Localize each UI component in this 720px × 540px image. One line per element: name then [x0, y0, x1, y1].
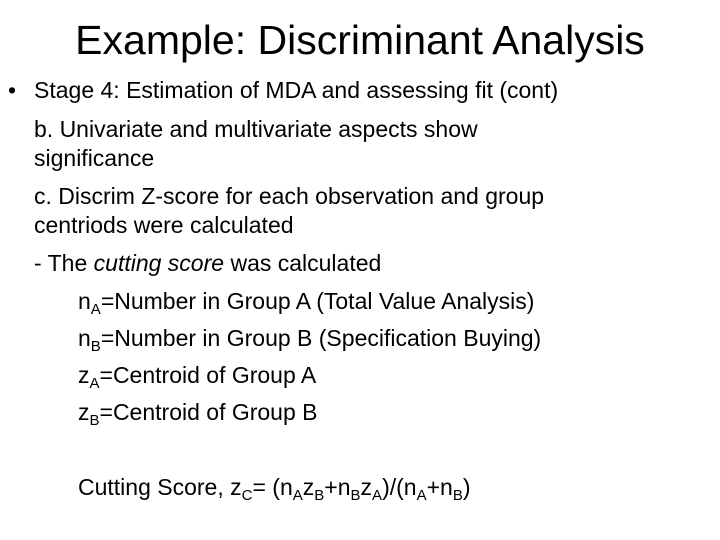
var-z: z: [78, 362, 90, 388]
subscript-a: A: [89, 375, 100, 392]
item-b-line2: significance: [34, 145, 155, 171]
cutting-prefix: - The: [34, 250, 94, 276]
definition-text: =Centroid of Group B: [99, 399, 318, 425]
formula-sub: B: [314, 487, 325, 504]
formula-label: Cutting Score, z: [78, 474, 242, 500]
formula-part: = (n: [252, 474, 293, 500]
stage-line: Stage 4: Estimation of MDA and assessing fit (cont): [34, 77, 559, 103]
definition-nb: [78, 325, 542, 355]
item-c-line1: c. Discrim Z-score for each observation and group: [34, 183, 545, 209]
formula-part: +n: [426, 474, 453, 500]
item-b-line1: b. Univariate and multivariate aspects show: [34, 116, 478, 142]
cutting-score-formula: [78, 474, 471, 504]
subscript-b: B: [89, 412, 100, 429]
formula-sub: B: [452, 487, 463, 504]
var-z: z: [78, 399, 90, 425]
formula-part: ): [462, 474, 471, 500]
formula-part: z: [302, 474, 315, 500]
formula-sub: B: [350, 487, 361, 504]
formula-part: +n: [324, 474, 351, 500]
subscript-c: C: [241, 487, 253, 504]
formula-part: )/(n: [382, 474, 417, 500]
definition-text: =Number in Group A (Total Value Analysis): [100, 288, 535, 314]
subscript-a: A: [90, 301, 101, 318]
definition-text: =Centroid of Group A: [99, 362, 317, 388]
definition-zb: [78, 399, 318, 429]
var-n: n: [78, 288, 91, 314]
cutting-score-line: [34, 250, 381, 276]
subscript-b: B: [90, 338, 101, 355]
formula-sub: A: [372, 487, 383, 504]
formula-sub: A: [416, 487, 427, 504]
bullet-marker: •: [8, 77, 17, 103]
definition-za: [78, 362, 317, 392]
cutting-suffix: was calculated: [224, 250, 382, 276]
definition-na: [78, 288, 535, 318]
slide-title: Example: Discriminant Analysis: [75, 17, 645, 63]
var-n: n: [78, 325, 91, 351]
item-c-line2: centriods were calculated: [34, 212, 294, 238]
definition-text: =Number in Group B (Specification Buying): [100, 325, 542, 351]
cutting-italic: cutting score: [93, 250, 225, 276]
formula-sub: A: [292, 487, 303, 504]
formula-part: z: [360, 474, 373, 500]
